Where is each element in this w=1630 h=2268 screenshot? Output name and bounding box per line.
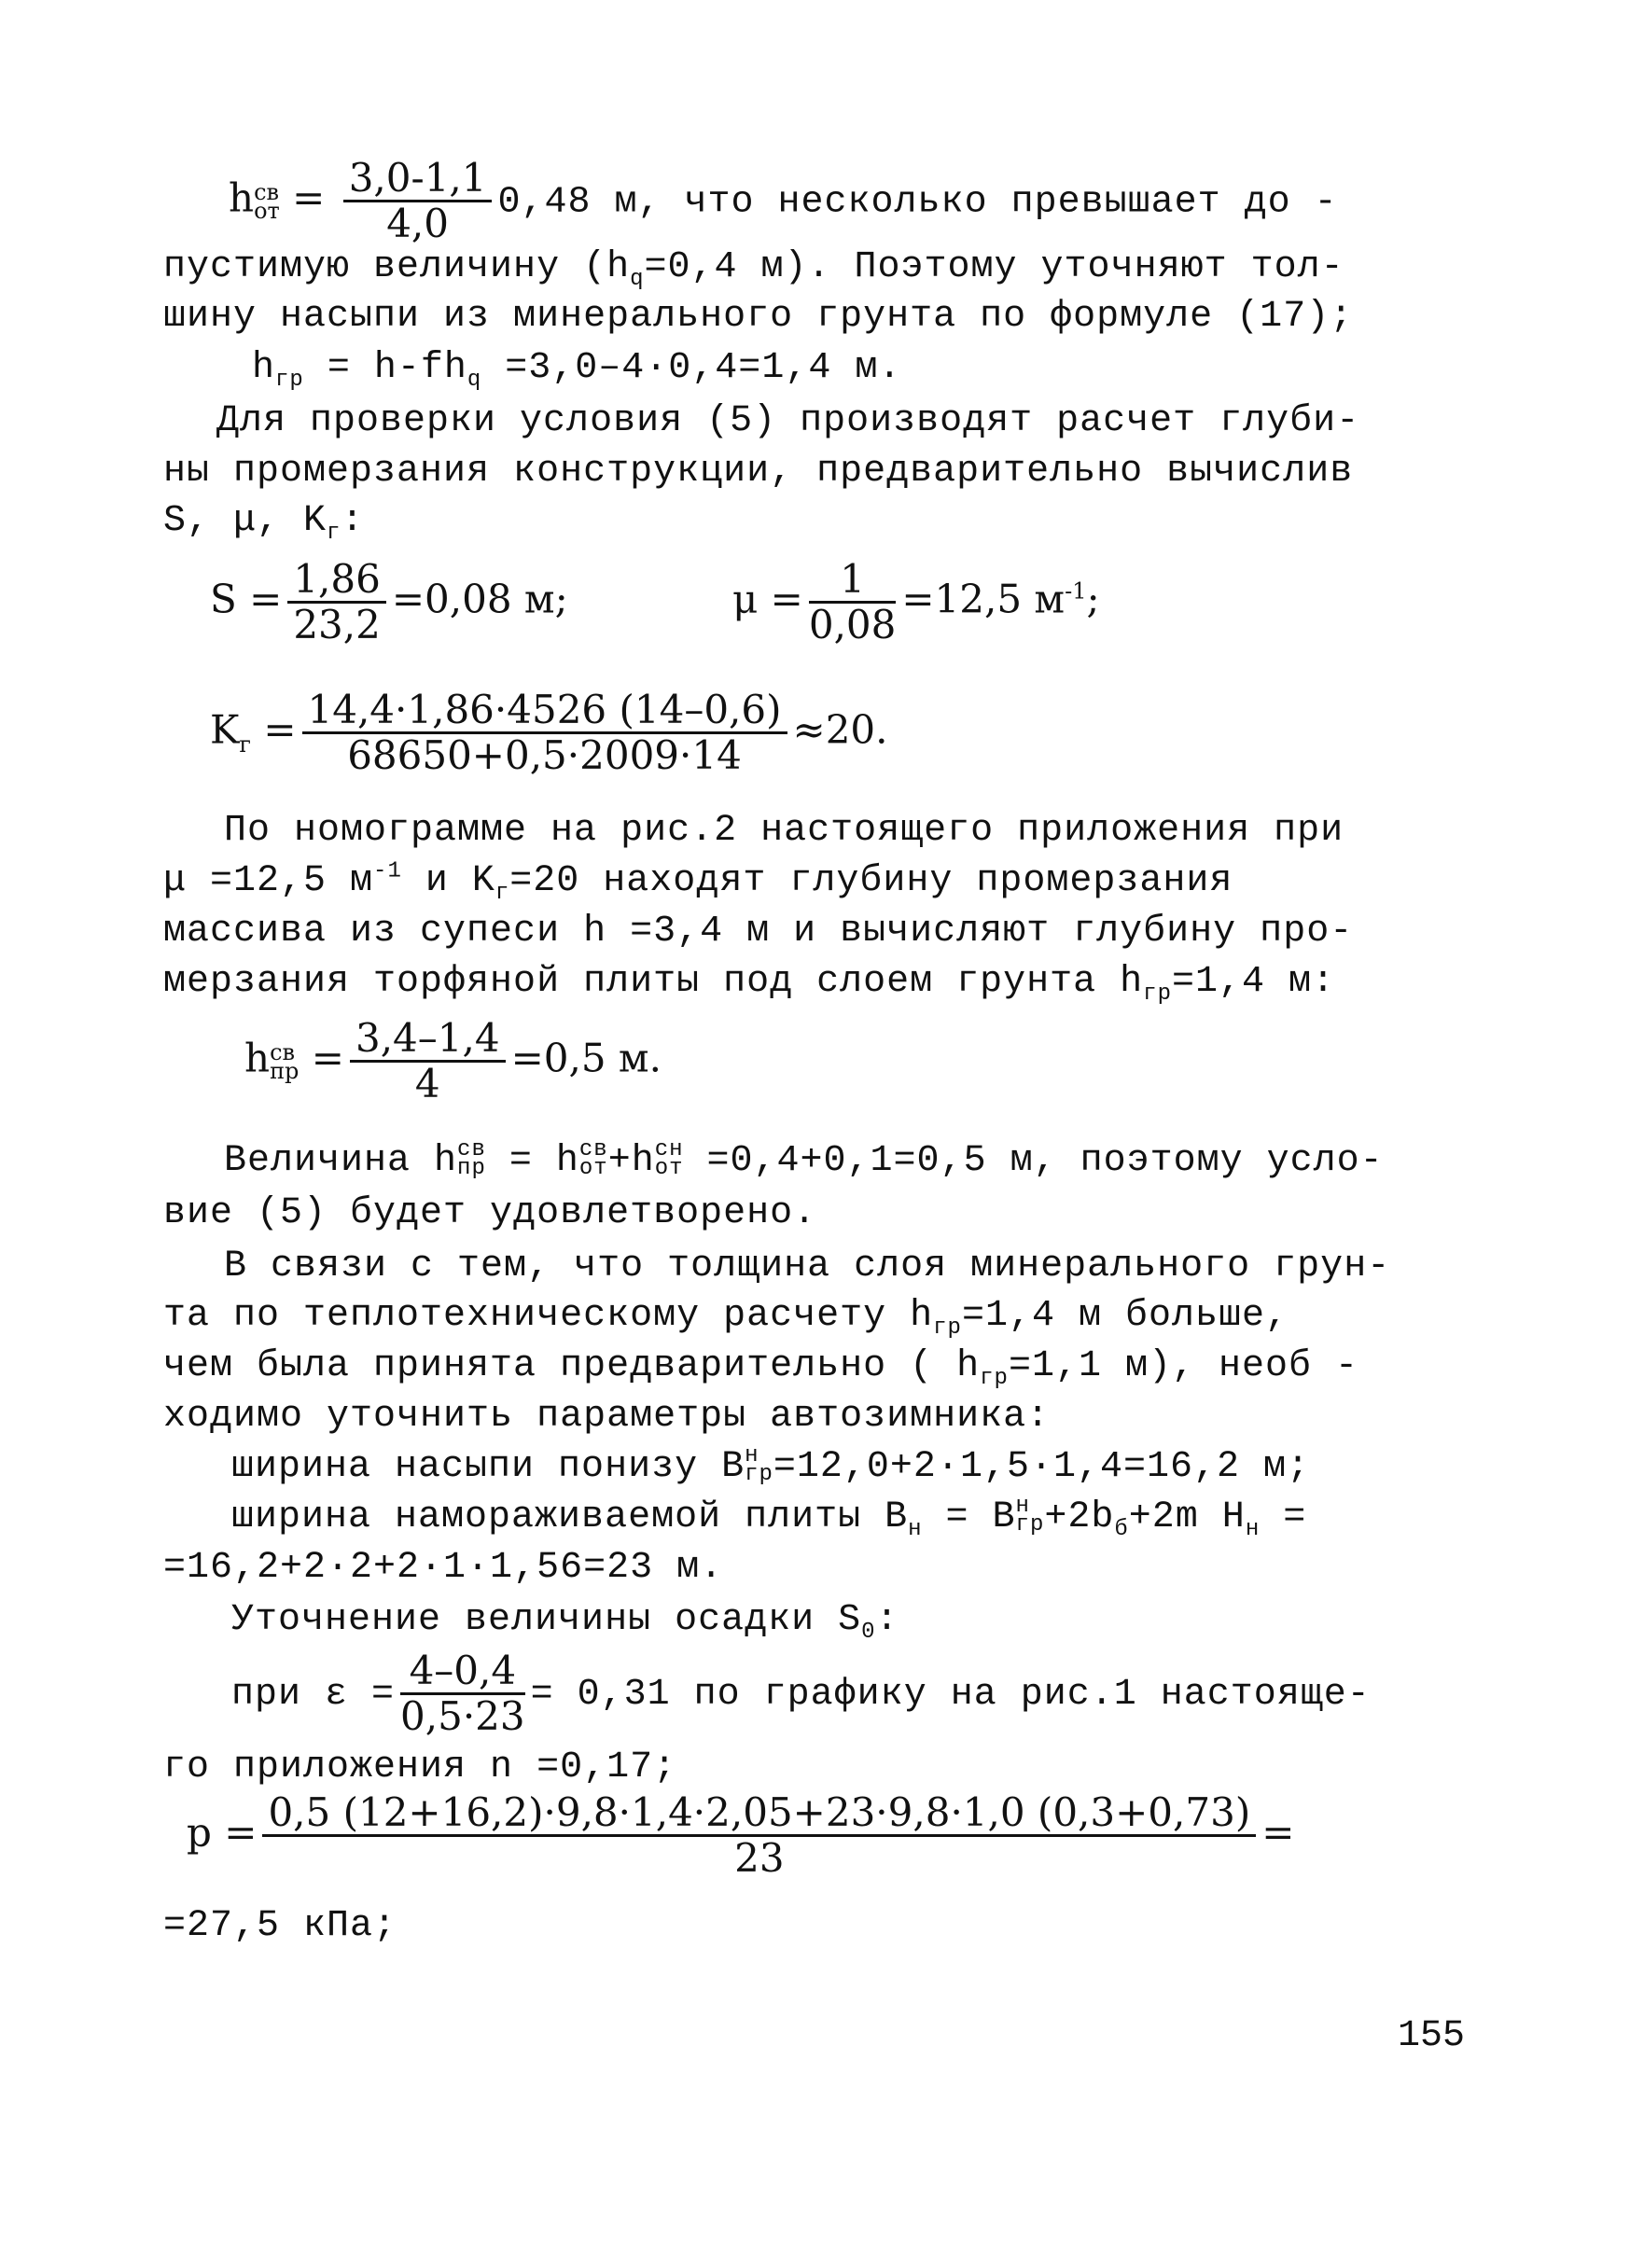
text: =0,4 м). Поэтому уточняют тол- [644,246,1344,288]
text-line [231,1495,1306,1541]
text: h [252,347,276,389]
text: = h-fh [303,347,467,389]
sub: н [1245,1517,1261,1542]
text: Уточнение величины осадки S [231,1599,862,1641]
text: = 0,31 по графику на рис.1 настояще- [530,1674,1371,1717]
fraction [302,689,787,777]
text: =20 находят глубину промерзания [509,860,1233,902]
numerator: 0,5 (12+16,2)·9,8·1,4·2,05+23·9,8·1,0 (0,3+0,73) [262,1791,1256,1837]
formula-mu [732,558,1100,647]
result: =0,5 м. [510,1035,662,1081]
lhs: μ = [732,576,803,622]
sup: св [457,1137,486,1163]
lhs: K [210,706,240,753]
text: =1,1 м), необ - [1008,1345,1359,1387]
exponent: -1 [373,858,402,884]
text: +2b [1044,1496,1115,1538]
denominator: 4 [414,1061,440,1106]
formula-p [187,1791,1294,1880]
result: =12,5 м [901,576,1066,622]
sub: 0 [861,1620,876,1645]
text: та по теплотехническому расчету h [163,1295,934,1337]
sub: гр [1143,981,1172,1007]
formula-epsilon [231,1649,1371,1738]
text-line: го приложения n =0,17; [163,1746,677,1788]
sub: q [630,267,645,292]
numerator: 1,86 [287,558,386,604]
sup-sub [745,1443,773,1488]
sub: гр [980,1366,1009,1391]
lhs: p = [187,1809,258,1856]
text-line: В связи с тем, что толщина слоя минерального грун- [224,1245,1391,1287]
text-line [163,244,1344,291]
text-line: шину насыпи из минерального грунта по формуле (17); [163,296,1354,338]
text: = [1260,1496,1307,1538]
exponent: -1 [1065,577,1087,605]
sub: г [239,730,251,758]
sub: н [908,1517,923,1542]
sub: пр [270,1057,300,1084]
text-line: массива из супеси h =3,4 м и вычисляют глубину про- [163,911,1354,953]
text-line: вие (5) будет удовлетворено. [163,1192,817,1234]
sub: гр [745,1462,773,1488]
text: : [341,500,365,542]
numerator: 4–0,4 [400,1649,525,1695]
fraction [262,1791,1256,1880]
text: : [875,1599,899,1641]
formula-kr: $K_г$ = $\frac{14,4\cdot 1,86\cdot 4526 (14-0,6)}{68650+0,5\cdot 2009\cdot 14}$ ≈20. [210,687,888,778]
fraction [809,558,897,647]
text: = h [485,1140,579,1182]
text-line [163,858,1233,905]
sub: от [254,197,280,224]
numerator: 14,4·1,86·4526 (14–0,6) [302,689,787,734]
denominator: 0,5·23 [400,1693,525,1739]
text: чем была принята предварительно ( h [163,1345,981,1387]
formula-h-pr: h св пр = $\frac{3,4-1,4}{4}$ =0,5 м. [244,1015,662,1106]
sup-sub [654,1137,684,1182]
text-line: =27,5 кПа; [163,1905,397,1947]
text-line [252,345,901,392]
formula-s [210,558,568,647]
text: 0,48 м, что несколько превышает до - [497,181,1338,224]
sup-sub [457,1137,486,1182]
text: мерзания торфяной плиты под слоем грунта h [163,961,1144,1003]
text: при ε = [231,1674,396,1717]
text: +h [607,1140,655,1182]
text: ширина насыпи понизу B [231,1446,745,1488]
result: ≈20. [792,706,888,753]
text: ширина намораживаемой плиты B [231,1496,909,1538]
text-line [163,1343,1358,1390]
symbol-h: h [229,174,255,221]
sub: от [654,1156,684,1182]
numerator: 1 [809,558,897,604]
fraction [350,1017,506,1106]
result: = [1261,1809,1295,1856]
fraction [400,1649,525,1738]
text-line [163,1293,1289,1340]
sup: св [254,178,280,205]
numerator: 3,0-1,1 [343,157,493,202]
sub: г [327,521,341,546]
denominator: 23,2 [293,602,381,647]
text-line: =16,2+2·2+2·1·1,56=23 м. [163,1547,724,1589]
sup: н [1015,1494,1030,1520]
text: =1,4 м: [1171,961,1336,1003]
sub: б [1114,1517,1129,1542]
text-line: Для проверки условия (5) производят расчет глуби- [216,400,1360,442]
text-line [163,498,364,545]
denominator: 4,0 [386,201,449,246]
result: =0,08 м; [391,576,568,622]
text: = B [922,1496,1016,1538]
text: =3,0–4·0,4=1,4 м. [481,347,902,389]
text: +2m H [1128,1496,1246,1538]
formula-h-ot [229,157,1338,245]
denominator: 0,08 [808,602,897,647]
equals: = [279,174,338,221]
sup: сн [654,1137,684,1163]
sup: н [745,1443,759,1469]
text: и K [401,860,495,902]
text-line: ходимо уточнить параметры автозимника: [163,1396,1051,1438]
text-line: ны промерзания конструкции, предварительно вычислив [163,451,1354,493]
numerator: 3,4–1,4 [350,1017,506,1063]
text: =1,4 м больше, [961,1295,1289,1337]
denominator: 68650+0,5·2009·14 [347,732,742,778]
text: =12,0+2·1,5·1,4=16,2 м; [773,1446,1310,1488]
text-line [224,1138,1384,1185]
text: ; [1086,576,1100,622]
sup: св [270,1038,296,1065]
text-line [231,1597,899,1644]
text-line [231,1444,1310,1491]
sup-sub [270,1038,300,1084]
sup-sub [254,178,280,224]
text-line: По номограмме на рис.2 настоящего приложения при [224,810,1344,852]
sub: гр [275,368,304,393]
text: пустимую величину (h [163,246,631,288]
sub: г [495,881,510,906]
text: μ =12,5 м [163,860,374,902]
sub: гр [933,1315,962,1341]
text: Величина h [224,1140,458,1182]
symbol-h: h [244,1035,271,1081]
text: =0,4+0,1=0,5 м, поэтому усло- [683,1140,1384,1182]
lhs: S = [210,576,283,622]
text-line [163,959,1335,1006]
sup-sub [578,1137,608,1182]
sub: q [467,368,482,393]
fraction [287,558,386,647]
text: S, μ, K [163,500,327,542]
sub: пр [457,1156,486,1182]
denominator: 23 [734,1835,785,1881]
page-number: 155 [1398,2015,1466,2057]
sub: от [578,1156,608,1182]
fraction [343,157,493,245]
sup: св [578,1137,608,1163]
sub: гр [1015,1512,1045,1538]
sup-sub [1015,1494,1045,1538]
